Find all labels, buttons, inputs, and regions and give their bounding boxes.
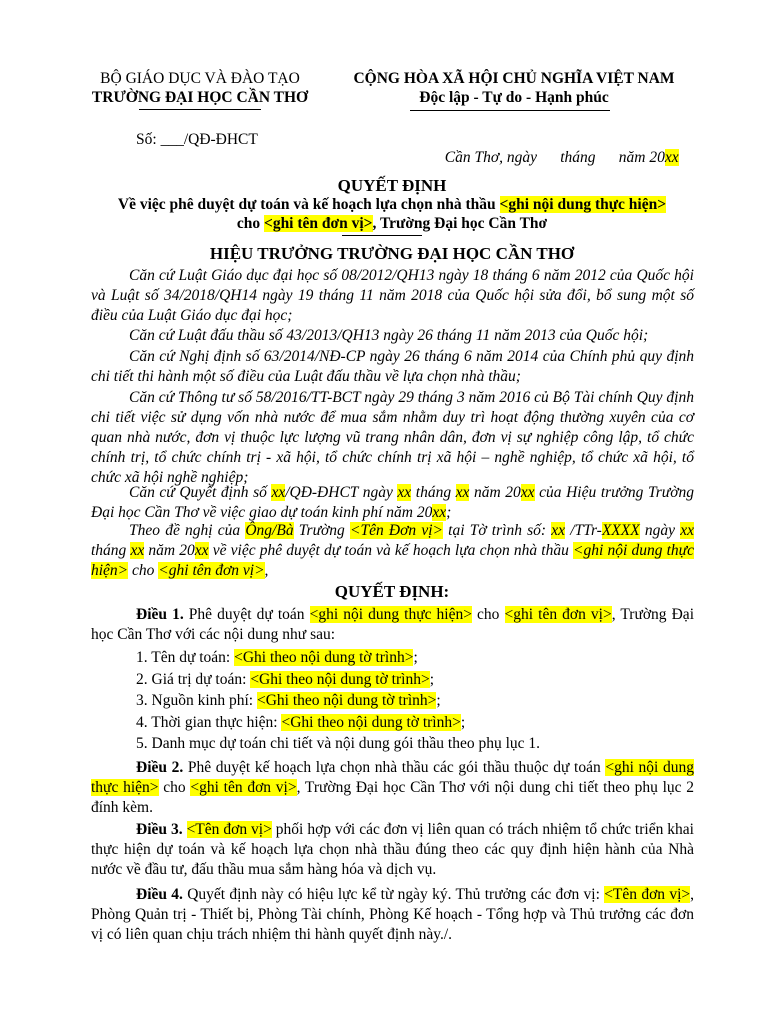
authority-heading: HIỆU TRƯỞNG TRƯỜNG ĐẠI HỌC CẦN THƠ [209, 244, 575, 263]
article-1-items [136, 647, 540, 755]
ministry-name: BỘ GIÁO DỤC VÀ ĐÀO TẠO [100, 70, 300, 87]
decide-heading: QUYẾT ĐỊNH: [334, 582, 450, 601]
header-left [62, 69, 338, 107]
basis-6: Theo đề nghị của Ông/Bà Trường <Tên Đơn vị> tại Tờ trình số: xx /TTr-XXXX ngày xx tháng xx năm 20xx về việc phê duyệt dự toán và kế hoạch lựa chọn nhà thầu <ghi nội dung thực hiện> cho <ghi tên đơn vị>, [91, 522, 695, 579]
header-right-underline [410, 110, 610, 111]
country-name: CỘNG HÒA XÃ HỘI CHỦ NGHĨA VIỆT NAM [353, 70, 675, 87]
list-item: 5. Danh mục dự toán chi tiết và nội dung gói thầu theo phụ lục 1. [136, 735, 541, 752]
subtitle-underline [342, 235, 422, 236]
basis-3: Căn cứ Nghị định số 63/2014/NĐ-CP ngày 26 tháng 6 năm 2014 của Chính phủ quy định chi tiết thi hành một số điều của Luật đấu thầu về lựa chọn nhà thầu; [91, 348, 694, 385]
article-2: Điều 2. Phê duyệt kế hoạch lựa chọn nhà thầu các gói thầu thuộc dự toán <ghi nội dung thực hiện> cho <ghi tên đơn vị>, Trường Đại học Cần Thơ với nội dung chi tiết theo phụ lục 2 đính kèm. [91, 759, 695, 816]
university-name: TRƯỜNG ĐẠI HỌC CẦN THƠ [91, 89, 309, 106]
article-4: Điều 4. Quyết định này có hiệu lực kể từ ngày ký. Thủ trưởng các đơn vị: <Tên đơn vị>, Phòng Quản trị - Thiết bị, Phòng Tài chính, Phòng Kế hoạch - Tổng hợp và Thủ trưởng các đơn vị có liên quan chịu trách nhiệm thi hành quyết định này./. [91, 886, 694, 943]
article-1: Điều 1. Phê duyệt dự toán <ghi nội dung thực hiện> cho <ghi tên đơn vị>, Trường Đại học Cần Thơ với các nội dung như sau: [91, 606, 694, 643]
basis-2: Căn cứ Luật đấu thầu số 43/2013/QH13 ngày 26 tháng 11 năm 2013 của Quốc hội; [129, 327, 649, 344]
basis-4: Căn cứ Thông tư số 58/2016/TT-BCT ngày 29 tháng 3 năm 2016 củ Bộ Tài chính Quy định chi tiết việc sử dụng vốn nhà nước để mua sắm nhằm duy trì hoạt động thường xuyên của cơ quan nhà nước, đơn vị thuộc lực lượng vũ trang nhân dân, đơn vị sự nghiệp công lập, tổ chức chính trị, tổ chức chính trị - xã hội, tổ chức chính trị xã hội – nghề nghiệp, tổ chức xã hội, tổ chức xã hội nghề nghiệp; [91, 389, 694, 486]
doc-subtitle: Về việc phê duyệt dự toán và kế hoạch lựa chọn nhà thầu <ghi nội dung thực hiện> cho <ghi tên đơn vị>, Trường Đại học Cần Thơ [117, 196, 667, 232]
basis-5: Căn cứ Quyết định số xx/QĐ-ĐHCT ngày xx tháng xx năm 20xx của Hiệu trưởng Trường Đại học Cần Thơ về việc giao dự toán kinh phí năm 20xx; [91, 484, 694, 521]
list-item: 4. Thời gian thực hiện: <Ghi theo nội dung tờ trình>; [136, 713, 466, 731]
article-4-label: Điều 4. [136, 886, 183, 903]
article-1-label: Điều 1. [136, 606, 184, 623]
article-3-label: Điều 3. [136, 821, 183, 838]
list-item: 2. Giá trị dự toán: <Ghi theo nội dung tờ trình>; [136, 670, 435, 688]
header-left-underline [139, 109, 261, 110]
date-line: Cần Thơ, ngày tháng năm 20xx [444, 149, 679, 166]
article-2-label: Điều 2. [136, 759, 184, 776]
basis-1: Căn cứ Luật Giáo dục đại học số 08/2012/QH13 ngày 18 tháng 6 năm 2012 của Quốc hội và Luật số 34/2018/QH14 ngày 19 tháng 11 năm 2018 của Quốc hội sửa đổi, bổ sung một số điều của Luật Giáo dục đại học; [91, 267, 694, 324]
article-3: Điều 3. <Tên đơn vị> phối hợp với các đơn vị liên quan có trách nhiệm tổ chức triển khai thực hiện dự toán và kế hoạch lựa chọn nhà thầu đúng theo các quy định hiện hành của Nhà nước về đầu tư, đấu thầu mua sắm hàng hóa và dịch vụ. [91, 821, 694, 878]
list-item: 3. Nguồn kinh phí: <Ghi theo nội dung tờ trình>; [136, 692, 441, 709]
header-right [320, 69, 708, 107]
list-item: 1. Tên dự toán: <Ghi theo nội dung tờ trình>; [136, 649, 418, 666]
doc-title: QUYẾT ĐỊNH [337, 176, 447, 195]
motto: Độc lập - Tự do - Hạnh phúc [419, 89, 609, 106]
doc-number: Số: ___/QĐ-ĐHCT [136, 131, 258, 148]
